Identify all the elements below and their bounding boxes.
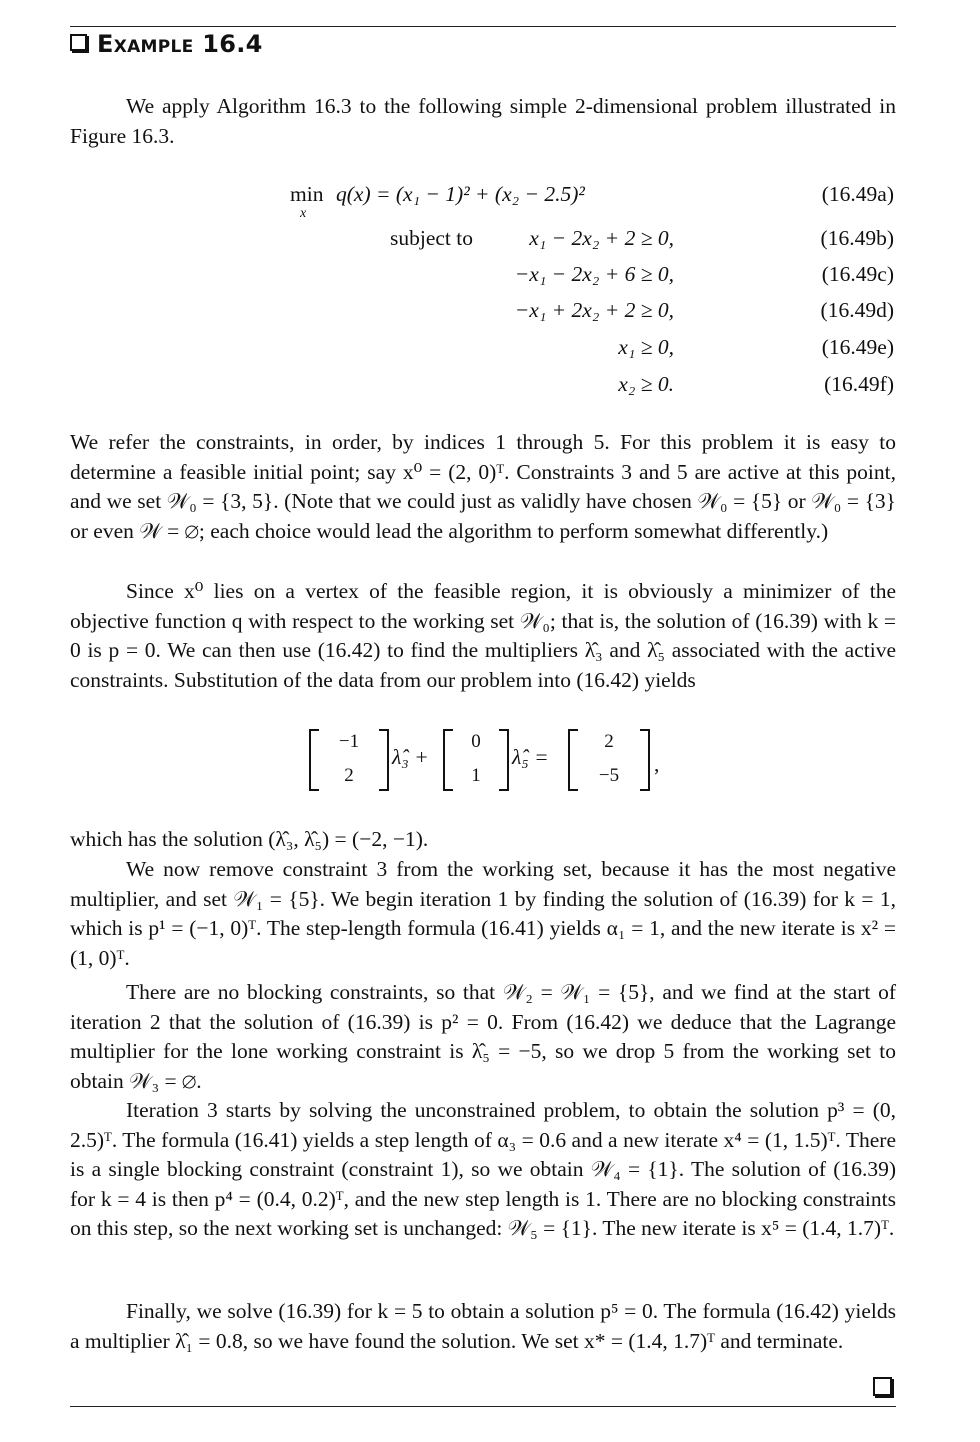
example-number: 16.4	[202, 30, 263, 58]
matrix-column-2	[443, 729, 509, 791]
matrix-column-3	[568, 729, 650, 791]
paragraph-iteration-3: Iteration 3 starts by solving the unconstrained problem, to obtain the solution p³ = (0, 2.5)ᵀ. The formula (16.41) yields a step length of α₃ = 0.6 and a new iterate x⁴ = (1, 1.5)ᵀ. There is a single blocking constraint (constraint 1), so we obtain 𝒲₄ = {1}. The solution of (16.39) for k = 4 is then p⁴ = (0.4, 0.2)ᵀ, and the new step length is 1. There are no blocking constraints on this step, so the next working set is unchanged: 𝒲₅ = {1}. The new iterate is x⁵ = (1.4, 1.7)ᵀ.	[70, 1098, 896, 1241]
min-label: min	[290, 182, 324, 206]
subject-to-label: subject to	[390, 226, 473, 250]
lambda-3-term: λ̂₃ +	[392, 745, 429, 769]
constraint-2: −x₁ − 2x₂ + 6 ≥ 0,	[514, 262, 674, 286]
matrix-3-top: 2	[604, 731, 614, 752]
eq-label-d: (16.49d)	[820, 298, 894, 322]
eq-label-c: (16.49c)	[821, 262, 894, 286]
matrix-comma: ,	[654, 752, 660, 776]
matrix-1-bottom: 2	[344, 765, 354, 786]
min-variable: x	[300, 206, 307, 221]
objective-function: q(x) = (x₁ − 1)² + (x₂ − 2.5)²	[336, 182, 585, 206]
eq-label-f: (16.49f)	[824, 372, 894, 396]
matrix-column-1	[309, 729, 389, 791]
paragraph-constraints: We refer the constraints, in order, by indices 1 through 5. For this problem it is easy to determine a feasible initial point; say x⁰ = (2, 0)ᵀ. Constraints 3 and 5 are active at this point, and we set 𝒲₀ = {3, 5}. (Note that we could just as validly have chosen 𝒲₀ = {5} or 𝒲₀ = {3} or even 𝒲 = ∅; each choice would lead the algorithm to perform somewhat differently.)	[70, 430, 896, 543]
example-box-icon	[70, 34, 87, 51]
example-heading	[70, 30, 263, 58]
eq-label-a: (16.49a)	[821, 182, 894, 206]
matrix-2-bottom: 1	[471, 765, 481, 786]
paragraph-final: Finally, we solve (16.39) for k = 5 to obtain a solution p⁵ = 0. The formula (16.42) yields a multiplier λ̂₁ = 0.8, so we have found the solution. We set x* = (1.4, 1.7)ᵀ and terminate.	[70, 1299, 896, 1353]
constraint-3: −x₁ + 2x₂ + 2 ≥ 0,	[514, 298, 674, 322]
eq-label-e: (16.49e)	[821, 335, 894, 359]
top-rule	[70, 26, 896, 27]
paragraph-solution: which has the solution (λ̂₃, λ̂₅) = (−2, −1).	[70, 827, 429, 851]
paragraph-vertex: Since x⁰ lies on a vertex of the feasible region, it is obviously a minimizer of the objective function q with respect to the working set 𝒲₀; that is, the solution of (16.39) with k = 0 is p = 0. We can then use (16.42) to find the multipliers λ̂₃ and λ̂₅ associated with the active constraints. Substitution of the data from our problem into (16.42) yields	[70, 579, 896, 692]
lambda-5-term: λ̂₅ =	[512, 745, 549, 769]
paragraph-iteration-2: There are no blocking constraints, so that 𝒲₂ = 𝒲₁ = {5}, and we find at the start of iteration 2 that the solution of (16.39) is p² = 0. From (16.42) we deduce that the Lagrange multiplier for the lone working constraint is λ̂₅ = −5, so we drop 5 from the working set to obtain 𝒲₃ = ∅.	[70, 980, 896, 1093]
constraint-4: x₁ ≥ 0,	[618, 335, 674, 359]
matrix-3-bottom: −5	[598, 765, 620, 786]
eq-label-b: (16.49b)	[820, 226, 894, 250]
end-of-example-box-icon	[873, 1377, 892, 1396]
constraint-1: x₁ − 2x₂ + 2 ≥ 0,	[529, 226, 674, 250]
matrix-1-top: −1	[338, 731, 360, 752]
constraint-5: x₂ ≥ 0.	[618, 372, 674, 396]
paragraph-iteration-1: We now remove constraint 3 from the working set, because it has the most negative multiplier, and set 𝒲₁ = {5}. We begin iteration 1 by finding the solution of (16.39) for k = 1, which is p¹ = (−1, 0)ᵀ. The step-length formula (16.41) yields α₁ = 1, and the new iterate is x² = (1, 0)ᵀ.	[70, 857, 896, 970]
bottom-rule	[70, 1406, 896, 1407]
intro-paragraph: We apply Algorithm 16.3 to the following simple 2-dimensional problem illustrated in Figure 16.3.	[70, 94, 896, 148]
matrix-2-top: 0	[471, 731, 481, 752]
example-label: Example	[97, 30, 194, 58]
